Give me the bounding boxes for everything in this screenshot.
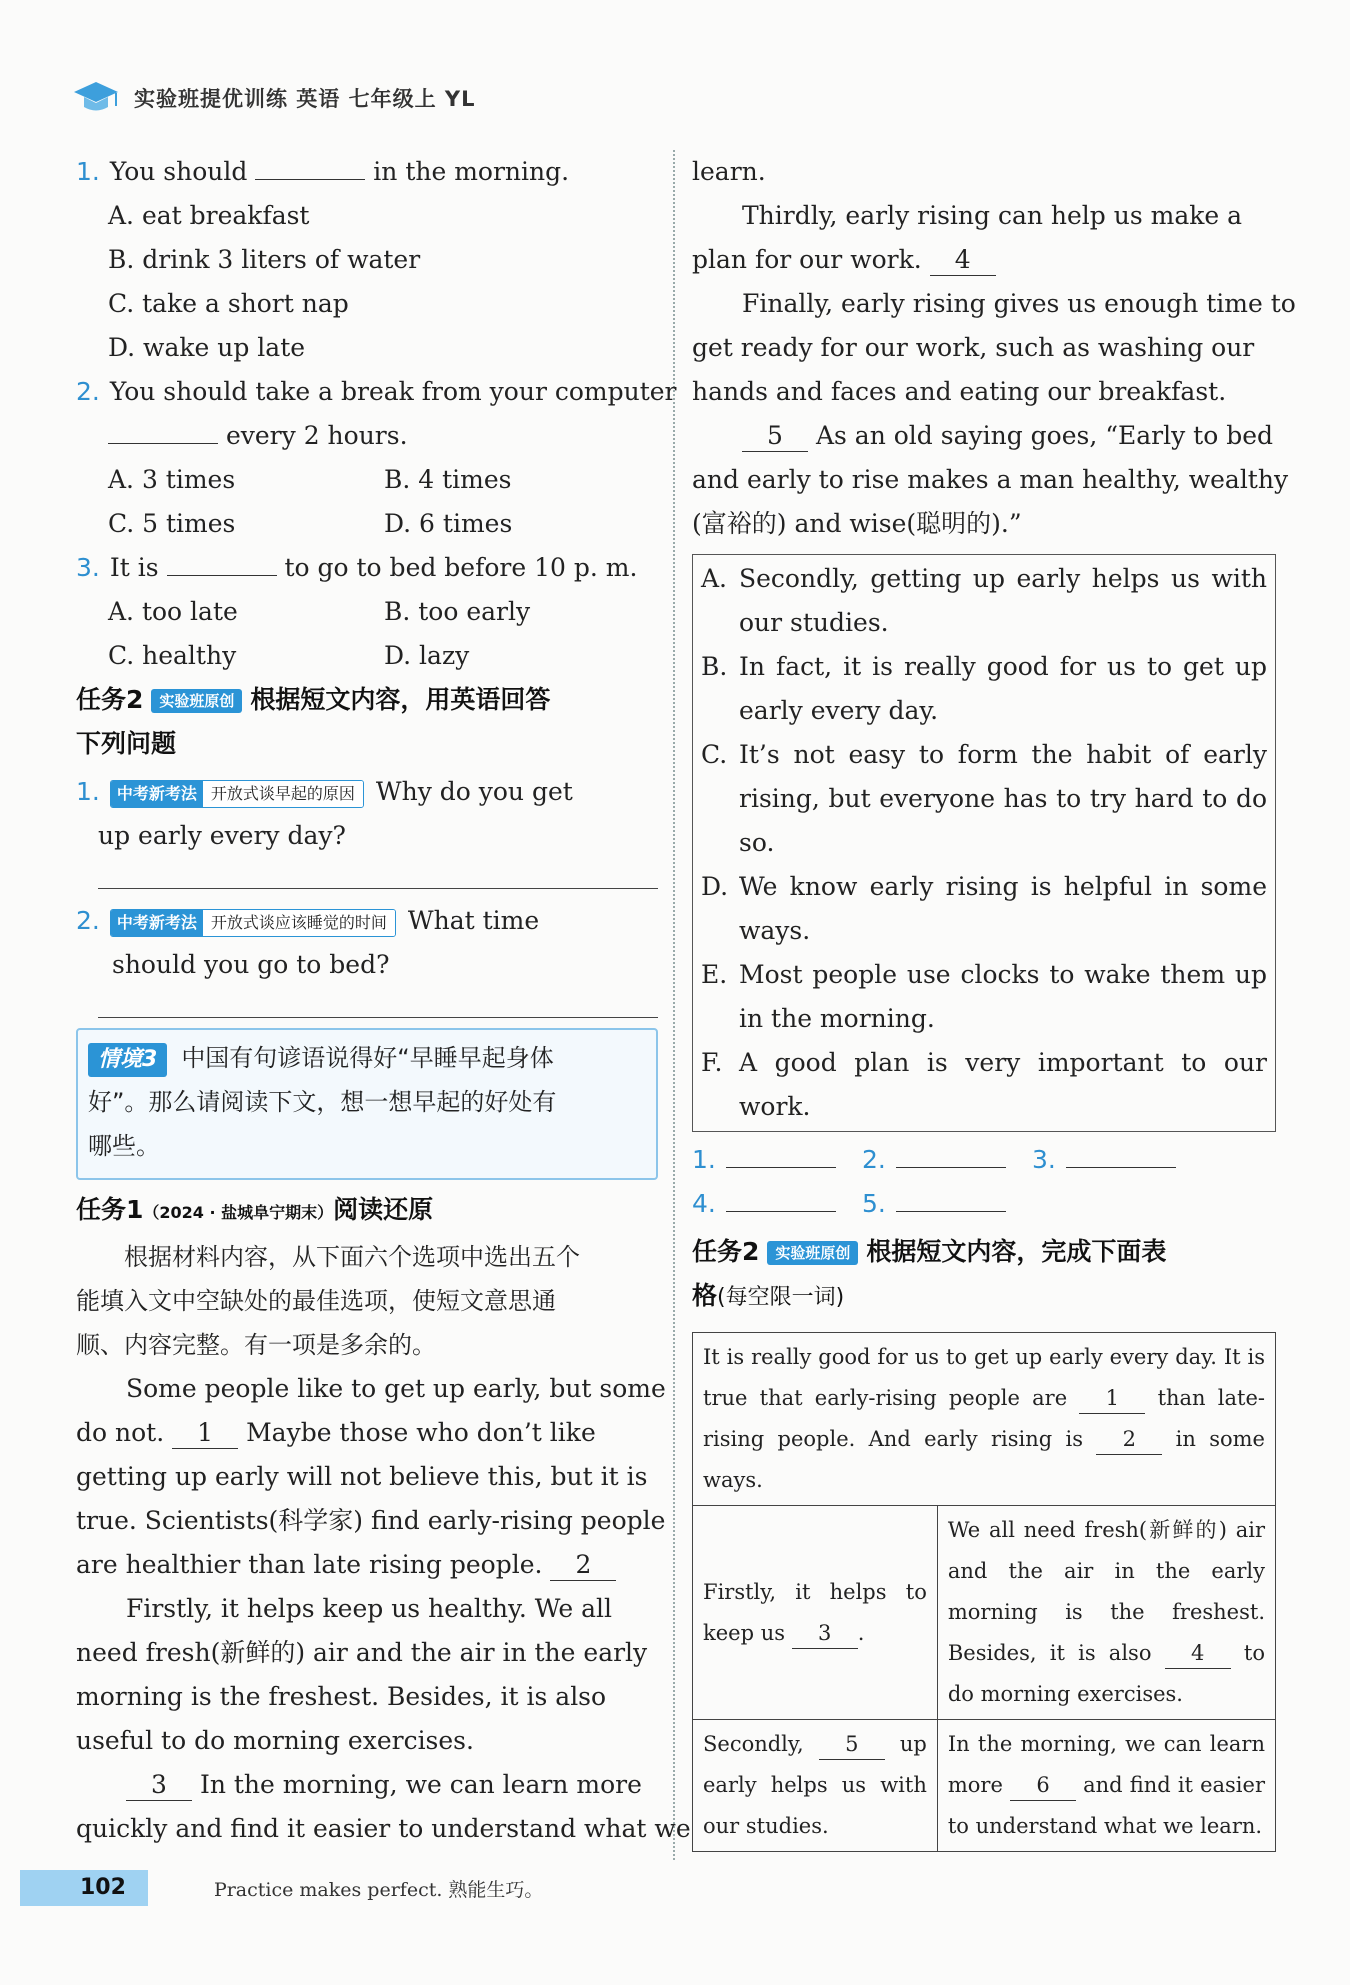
passage-line: getting up early will not believe this, but it is — [76, 1462, 648, 1491]
option-letter: C. — [701, 740, 728, 769]
answer-number: 3. — [1032, 1145, 1056, 1174]
original-badge: 实验班原创 — [151, 689, 242, 713]
option-d[interactable]: D. wake up late — [108, 333, 306, 362]
instruction-text: 能填入文中空缺处的最佳选项，使短文意思通 — [76, 1287, 556, 1315]
passage-line — [76, 1543, 658, 1587]
task-title: 阅读还原 — [333, 1195, 434, 1224]
task-source: （2024 · 盐城阜宁期末） — [143, 1203, 334, 1222]
task-title: 根据短文内容，完成下面表 — [866, 1237, 1167, 1266]
option-row — [76, 634, 658, 678]
answer-line[interactable] — [98, 858, 658, 889]
table-blank-4[interactable]: 4 — [1165, 1638, 1231, 1669]
answer-blank-1[interactable] — [726, 1167, 836, 1168]
column-divider — [673, 150, 675, 1860]
instruction-text: 根据材料内容，从下面六个选项中选出五个 — [124, 1243, 580, 1271]
open-question-1 — [76, 770, 658, 814]
answer-blank-5[interactable] — [896, 1211, 1006, 1212]
question-2 — [76, 370, 677, 414]
options-box — [692, 554, 1276, 1132]
table-blank-5[interactable]: 5 — [819, 1729, 885, 1760]
table-cell — [693, 1720, 938, 1852]
passage-text: do not. — [76, 1418, 165, 1447]
option-a[interactable]: A. 3 times — [108, 465, 236, 494]
answer-number: 2. — [862, 1145, 886, 1174]
passage-line: and early to rise makes a man healthy, wealthy — [692, 465, 1289, 494]
table-cell — [937, 1506, 1275, 1720]
passage-line: morning is the freshest. Besides, it is also — [76, 1682, 607, 1711]
answer-blank[interactable] — [167, 575, 277, 576]
passage-blank-3[interactable]: 3 — [126, 1770, 192, 1801]
option-text: We know early rising is helpful in some ways. — [739, 872, 1267, 945]
task-2-heading — [76, 678, 658, 722]
option-letter: F. — [701, 1048, 723, 1077]
option-d[interactable]: D. 6 times — [384, 509, 513, 538]
passage-text: As an old saying goes, “Early to bed — [815, 421, 1274, 450]
question-number: 1. — [76, 777, 100, 806]
table-blank-2[interactable]: 2 — [1096, 1424, 1162, 1455]
option-d[interactable] — [701, 865, 1267, 953]
task-title: 根据短文内容，用英语回答 — [250, 685, 551, 714]
passage-line: Thirdly, early rising can help us make a — [742, 201, 1243, 230]
book-title: 实验班提优训练 英语 七年级上 YL — [134, 87, 476, 111]
table-cell: Firstly, it helps to keep us 3 . — [693, 1506, 938, 1720]
question-text: What time — [407, 906, 540, 935]
passage-line — [76, 1411, 658, 1455]
question-number: 1. — [76, 157, 100, 186]
graduation-cap-icon — [72, 80, 120, 116]
table-blank-3[interactable]: 3 — [792, 1618, 858, 1649]
passage-line: hands and faces and eating our breakfast. — [692, 377, 1227, 406]
option-c[interactable]: C. 5 times — [108, 509, 236, 538]
question-text: You should take a break from your computer — [109, 377, 677, 406]
option-row — [76, 590, 658, 634]
table-text: and find it easier to understand what we learn. — [947, 1773, 1265, 1838]
option-text: In fact, it is really good for us to get up early every day. — [739, 652, 1267, 725]
passage-line: get ready for our work, such as washing our — [692, 333, 1255, 362]
passage-line — [76, 1763, 658, 1807]
option-text: It’s not easy to form the habit of early rising, but everyone has to try hard to do so. — [739, 740, 1267, 857]
passage-line: quickly and find it easier to understand what we — [76, 1814, 691, 1843]
option-c[interactable]: C. healthy — [108, 641, 237, 670]
tag-key: 中考新考法 — [111, 910, 203, 936]
option-text: A good plan is very important to our work. — [739, 1048, 1267, 1121]
left-column — [76, 150, 691, 1851]
task-label: 任务1 — [76, 1195, 144, 1224]
answer-blank[interactable] — [108, 443, 218, 444]
question-text: to go to bed before 10 p. m. — [284, 553, 638, 582]
task-label: 任务2 — [76, 685, 144, 714]
option-text: Secondly, getting up early helps us with our studies. — [739, 564, 1267, 637]
table-text: in some ways. — [703, 1427, 1265, 1492]
tag-value: 开放式谈早起的原因 — [203, 781, 363, 807]
scene-text: 中国有句谚语说得好“早睡早起身体 — [181, 1044, 554, 1072]
answer-number: 5. — [862, 1189, 886, 1218]
answer-blank[interactable] — [255, 179, 365, 180]
passage-text: are healthier than late rising people. — [76, 1550, 543, 1579]
tag-value: 开放式谈应该睡觉的时间 — [203, 910, 395, 936]
table-text: In the morning, we can learn more — [947, 1732, 1265, 1797]
table-cell — [937, 1720, 1275, 1852]
table-text: Secondly, — [703, 1732, 804, 1756]
passage-line: (富裕的) and wise(聪明的).” — [692, 509, 1022, 538]
question-text: You should — [109, 157, 248, 186]
task-title-cont: 下列问题 — [76, 729, 177, 758]
question-text: It is — [109, 553, 159, 582]
page-header — [72, 78, 476, 118]
scene-text: 哪些。 — [88, 1132, 160, 1160]
question-number: 2. — [76, 906, 100, 935]
passage-text: In the morning, we can learn more — [199, 1770, 642, 1799]
table-text: than late-rising people. And early rising is — [703, 1386, 1265, 1451]
option-letter: D. — [701, 872, 729, 901]
tag-key: 中考新考法 — [111, 781, 203, 807]
task-title: 格 — [692, 1281, 718, 1310]
passage-text: Maybe those who don’t like — [246, 1418, 596, 1447]
task-title-cont — [692, 1274, 1276, 1320]
option-a[interactable]: A. too late — [108, 597, 238, 626]
passage-line: Firstly, it helps keep us healthy. We all — [126, 1594, 613, 1623]
table-blank-6[interactable]: 6 — [1010, 1770, 1076, 1801]
footer-motto: Practice makes perfect. 熟能生巧。 — [213, 1878, 544, 1901]
scene-text: 好”。那么请阅读下文，想一想早起的好处有 — [88, 1088, 557, 1116]
option-c[interactable]: C. take a short nap — [108, 289, 349, 318]
summary-table — [692, 1332, 1276, 1852]
answer-blank-3[interactable] — [1066, 1167, 1176, 1168]
open-question-2 — [76, 899, 658, 943]
answer-row — [692, 1182, 1276, 1226]
option-letter: B. — [701, 652, 728, 681]
answer-number: 1. — [692, 1145, 716, 1174]
option-a[interactable]: A. eat breakfast — [108, 201, 310, 230]
option-d[interactable]: D. lazy — [384, 641, 470, 670]
question-number: 3. — [76, 553, 100, 582]
passage-blank-2[interactable]: 2 — [550, 1550, 616, 1581]
question-number: 2. — [76, 377, 100, 406]
table-text: to do morning exercises. — [947, 1641, 1265, 1706]
option-row — [76, 458, 658, 502]
answer-line[interactable] — [98, 987, 658, 1018]
question-text: should you go to bed? — [112, 950, 390, 979]
passage-line: true. Scientists(科学家) find early-rising people — [76, 1506, 666, 1535]
task-label: 任务2 — [692, 1237, 760, 1266]
option-row — [76, 502, 658, 546]
question-1 — [76, 150, 658, 194]
passage-line: Finally, early rising gives us enough time to — [742, 289, 1296, 318]
option-f[interactable] — [701, 1041, 1267, 1129]
answer-blank-2[interactable] — [896, 1167, 1006, 1168]
table-text: We all need fresh(新鲜的) air and the air in the early morning is the freshest. Besides, it is also — [947, 1518, 1265, 1665]
option-b[interactable]: B. 4 times — [384, 465, 512, 494]
scene-badge: 情境3 — [88, 1043, 167, 1077]
answer-row — [692, 1138, 1276, 1182]
passage-line — [692, 238, 1276, 282]
question-text: Why do you get — [375, 777, 573, 806]
passage-line: Some people like to get up early, but some — [126, 1374, 666, 1403]
option-a[interactable] — [701, 557, 1267, 645]
option-e[interactable] — [701, 953, 1267, 1041]
passage-text: plan for our work. — [692, 245, 922, 274]
page-footer — [20, 1868, 543, 1908]
passage-line: learn. — [692, 157, 766, 186]
passage-line: useful to do morning exercises. — [76, 1726, 474, 1755]
passage-blank-4[interactable]: 4 — [930, 245, 996, 276]
table-blank-1[interactable]: 1 — [1079, 1383, 1145, 1414]
question-text: every 2 hours. — [225, 421, 408, 450]
question-2-cont — [76, 414, 658, 458]
instruction-text: 顺、内容完整。有一项是多余的。 — [76, 1331, 436, 1359]
task-1-heading — [76, 1188, 658, 1235]
passage-line — [692, 414, 1276, 458]
exam-tag — [110, 780, 364, 808]
table-summary-cell — [693, 1333, 1276, 1506]
option-letter: E. — [701, 960, 728, 989]
table-text: It is really good for us to get up early every day. It is true that early-rising people are — [703, 1345, 1265, 1410]
page-number: 102 — [20, 1870, 148, 1906]
answer-blank-4[interactable] — [726, 1211, 836, 1212]
option-c[interactable] — [701, 733, 1267, 865]
question-3 — [76, 546, 658, 590]
original-badge: 实验班原创 — [767, 1241, 858, 1265]
option-b[interactable] — [701, 645, 1267, 733]
task-note: (每空限一词) — [717, 1285, 845, 1310]
option-letter: A. — [701, 564, 728, 593]
answer-number: 4. — [692, 1189, 716, 1218]
passage-blank-5[interactable]: 5 — [742, 421, 808, 452]
task-2-heading — [692, 1230, 1276, 1274]
option-b[interactable]: B. drink 3 liters of water — [108, 245, 421, 274]
question-text: in the morning. — [373, 157, 570, 186]
passage-blank-1[interactable]: 1 — [172, 1418, 238, 1449]
scene-box — [76, 1028, 658, 1180]
exam-tag — [110, 909, 396, 937]
option-text: Most people use clocks to wake them up in the morning. — [739, 960, 1267, 1033]
table-text: up early helps us with our studies. — [703, 1732, 927, 1838]
right-column — [692, 150, 1296, 1852]
table-text: Firstly, it helps to keep us — [703, 1579, 927, 1645]
passage-line: need fresh(新鲜的) air and the air in the early — [76, 1638, 648, 1667]
question-text: up early every day? — [98, 821, 346, 850]
option-b[interactable]: B. too early — [384, 597, 531, 626]
